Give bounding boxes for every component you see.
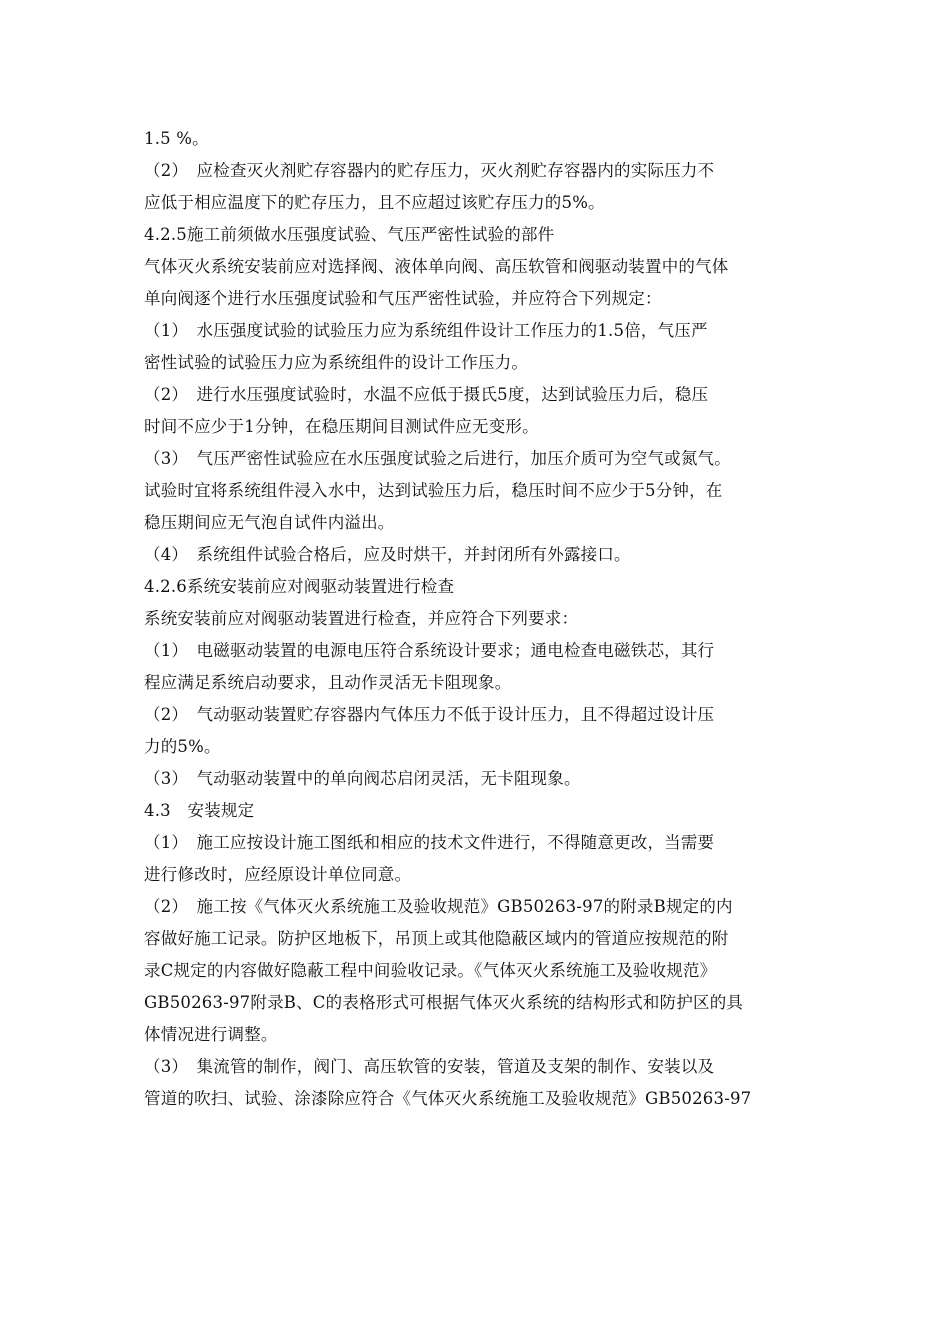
text-line: 力的5%。 <box>144 737 221 756</box>
text-line: 1.5 %。 <box>144 129 209 148</box>
text-line: 气体灭火系统安装前应对选择阀、液体单向阀、高压软管和阀驱动装置中的气体 <box>144 257 729 276</box>
text-line: （3） 气动驱动装置中的单向阀芯启闭灵活，无卡阻现象。 <box>144 769 581 788</box>
text-line: 程应满足系统启动要求，且动作灵活无卡阻现象。 <box>144 673 512 692</box>
text-line: 容做好施工记录。防护区地板下，吊顶上或其他隐蔽区域内的管道应按规范的附 <box>144 929 729 948</box>
text-line: （1） 电磁驱动装置的电源电压符合系统设计要求；通电检查电磁铁芯，其行 <box>144 641 715 660</box>
text-line: GB50263-97附录B、C的表格形式可根据气体灭火系统的结构形式和防护区的具 <box>144 993 744 1012</box>
text-line: 应低于相应温度下的贮存压力，且不应超过该贮存压力的5%。 <box>144 193 605 212</box>
text-line: 系统安装前应对阀驱动装置进行检查，并应符合下列要求： <box>144 609 579 628</box>
text-line: （2） 应检查灭火剂贮存容器内的贮存压力，灭火剂贮存容器内的实际压力不 <box>144 161 715 180</box>
text-line: 时间不应少于1分钟，在稳压期间目测试件应无变形。 <box>144 417 539 436</box>
text-line: 密性试验的试验压力应为系统组件的设计工作压力。 <box>144 353 529 372</box>
section-heading: 4.3 安装规定 <box>144 801 255 820</box>
text-line: （1） 水压强度试验的试验压力应为系统组件设计工作压力的1.5倍，气压严 <box>144 321 708 340</box>
text-line: （2） 施工按《气体灭火系统施工及验收规范》GB50263-97的附录B规定的内 <box>144 897 733 916</box>
text-line: （1） 施工应按设计施工图纸和相应的技术文件进行，不得随意更改，当需要 <box>144 833 715 852</box>
text-line: （2） 进行水压强度试验时，水温不应低于摄氏5度，达到试验压力后，稳压 <box>144 385 709 404</box>
text-line: （2） 气动驱动装置贮存容器内气体压力不低于设计压力，且不得超过设计压 <box>144 705 715 724</box>
section-heading: 4.2.5施工前须做水压强度试验、气压严密性试验的部件 <box>144 225 555 244</box>
text-line: 试验时宜将系统组件浸入水中，达到试验压力后，稳压时间不应少于5分钟，在 <box>144 481 723 500</box>
text-line: 管道的吹扫、试验、涂漆除应符合《气体灭火系统施工及验收规范》GB50263-97 <box>144 1089 752 1108</box>
section-heading: 4.2.6系统安装前应对阀驱动装置进行检查 <box>144 577 455 596</box>
text-line: 进行修改时，应经原设计单位同意。 <box>144 865 412 884</box>
text-line: 体情况进行调整。 <box>144 1025 278 1044</box>
text-line: 稳压期间应无气泡自试件内溢出。 <box>144 513 395 532</box>
text-line: （3） 集流管的制作，阀门、高压软管的安装，管道及支架的制作、安装以及 <box>144 1057 715 1076</box>
text-line: 单向阀逐个进行水压强度试验和气压严密性试验，并应符合下列规定： <box>144 289 662 308</box>
text-line: （3） 气压严密性试验应在水压强度试验之后进行，加压介质可为空气或氮气。 <box>144 449 731 468</box>
text-line: （4） 系统组件试验合格后，应及时烘干，并封闭所有外露接口。 <box>144 545 631 564</box>
document-body <box>144 123 812 1115</box>
text-line: 录C规定的内容做好隐蔽工程中间验收记录。《气体灭火系统施工及验收规范》 <box>144 961 717 980</box>
